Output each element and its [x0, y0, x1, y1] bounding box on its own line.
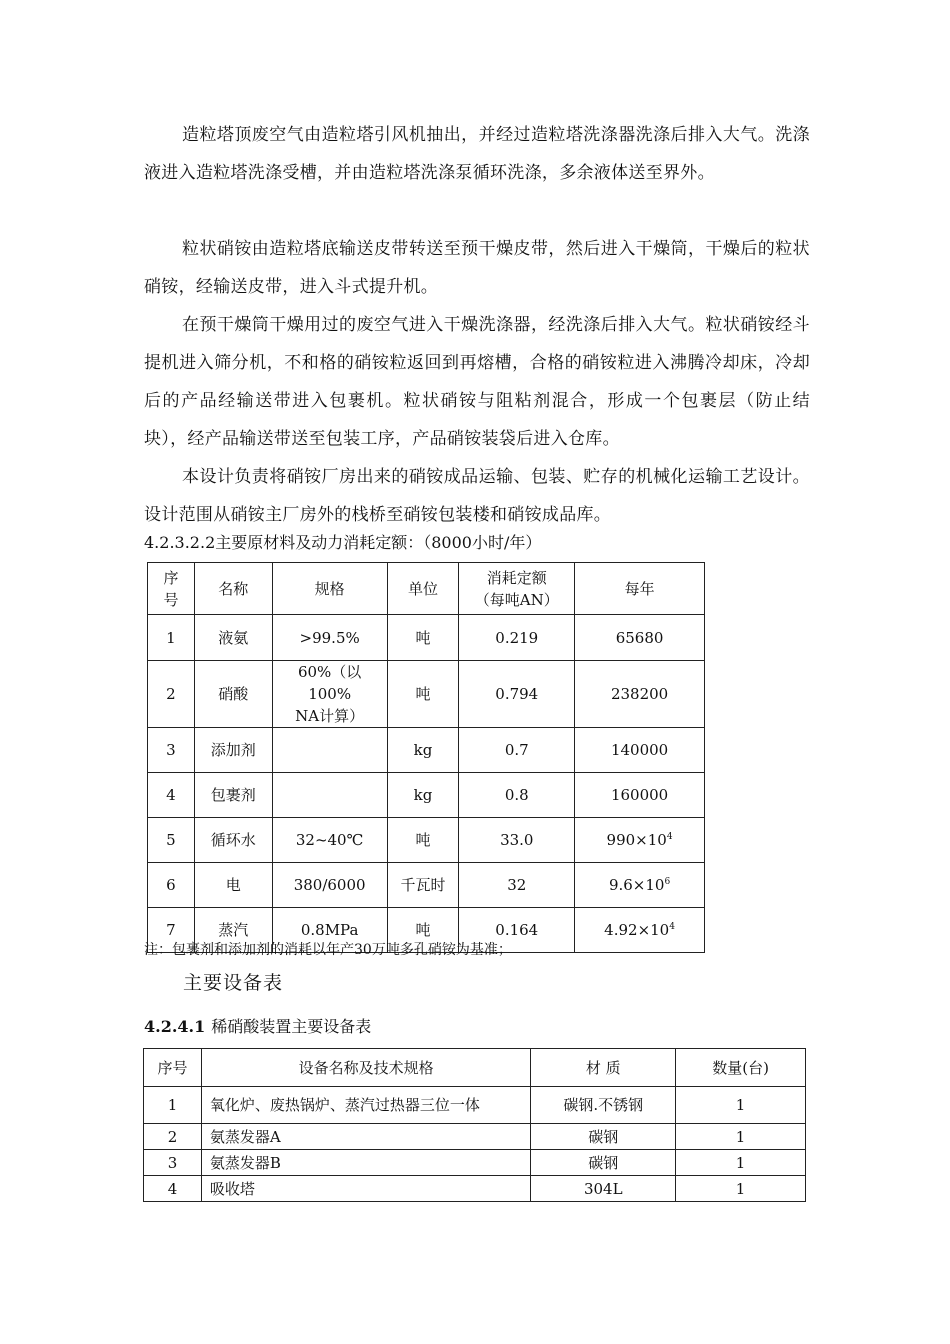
cell-name: 电: [194, 863, 272, 908]
cell-annual: $9.6\times 10^6$: [575, 863, 705, 908]
cell-seq: 4: [148, 773, 195, 818]
cell-qty: 1: [676, 1176, 806, 1202]
cell-spec: 380/6000: [272, 863, 387, 908]
table-row: [148, 818, 705, 863]
table-row: [148, 863, 705, 908]
cell-unit: 吨: [387, 615, 459, 661]
cell-quota: 0.164: [459, 908, 575, 953]
section-title: 主要设备表: [183, 972, 284, 994]
table1-note: 注：包裹剂和添加剂的消耗以年产30万吨多孔硝铵为基准；: [144, 942, 512, 958]
cell-material: 304L: [531, 1176, 676, 1202]
table-row: [148, 773, 705, 818]
cell-annual: $990\times 10^4$: [575, 818, 705, 863]
cell-seq: 6: [148, 863, 195, 908]
paragraph-design-scope: 本设计负责将硝铵厂房出来的硝铵成品运输、包装、贮存的机械化运输工艺设计。设计范围从硝铵主厂房外的栈桥至硝铵包装楼和硝铵成品库。: [144, 467, 810, 525]
cell-name: 蒸汽: [194, 908, 272, 953]
header-name: 名称: [194, 563, 272, 615]
cell-seq: 3: [144, 1150, 202, 1176]
cell-quota: 33.0: [459, 818, 575, 863]
header-spec: 规格: [272, 563, 387, 615]
cell-spec: 0.8MPa: [272, 908, 387, 953]
cell-spec: [272, 773, 387, 818]
cell-qty: 1: [676, 1087, 806, 1124]
equipment-table: [143, 1048, 806, 1202]
header-annual: 每年: [575, 563, 705, 615]
cell-seq: 3: [148, 728, 195, 773]
cell-annual: 238200: [575, 661, 705, 728]
cell-seq: 1: [148, 615, 195, 661]
table-row: [148, 661, 705, 728]
cell-name: 循环水: [194, 818, 272, 863]
cell-material: 碳钢: [531, 1124, 676, 1150]
cell-unit: 吨: [387, 661, 459, 728]
cell-qty: 1: [676, 1150, 806, 1176]
cell-seq: 2: [144, 1124, 202, 1150]
cell-seq: 4: [144, 1176, 202, 1202]
header-unit: 单位: [387, 563, 459, 615]
header-qty: 数量(台): [676, 1049, 806, 1087]
header-material: 材 质: [531, 1049, 676, 1087]
table-row: [148, 728, 705, 773]
table-row: [144, 1176, 806, 1202]
cell-annual: 140000: [575, 728, 705, 773]
table-row: [144, 1124, 806, 1150]
subsection-heading: [144, 1014, 371, 1040]
cell-seq: 7: [148, 908, 195, 953]
cell-spec: [272, 728, 387, 773]
table2-header-row: [144, 1049, 806, 1087]
cell-unit: kg: [387, 773, 459, 818]
cell-qty: 1: [676, 1124, 806, 1150]
cell-quota: 0.8: [459, 773, 575, 818]
header-seq: 序 号: [148, 563, 195, 615]
paragraph-granule-transport: 粒状硝铵由造粒塔底输送皮带转送至预干燥皮带，然后进入干燥筒，干燥后的粒状硝铵，经输送皮带，进入斗式提升机。: [144, 239, 810, 297]
cell-quota: 0.219: [459, 615, 575, 661]
cell-spec: 60%（以100% NA计算）: [272, 661, 387, 728]
header-quota: 消耗定额 （每吨AN）: [459, 563, 575, 615]
cell-material: 碳钢.不锈钢: [531, 1087, 676, 1124]
cell-equipment-name: 氧化炉、废热锅炉、蒸汽过热器三位一体: [201, 1087, 530, 1124]
cell-unit: kg: [387, 728, 459, 773]
cell-name: 包裹剂: [194, 773, 272, 818]
cell-equipment-name: 氨蒸发器A: [201, 1124, 530, 1150]
cell-annual: 160000: [575, 773, 705, 818]
cell-annual: 65680: [575, 615, 705, 661]
paragraph-tower-exhaust: 造粒塔顶废空气由造粒塔引风机抽出，并经过造粒塔洗涤器洗涤后排入大气。洗涤液进入造粒塔洗涤受槽，并由造粒塔洗涤泵循环洗涤，多余液体送至界外。: [144, 125, 810, 183]
cell-name: 硝酸: [194, 661, 272, 728]
cell-material: 碳钢: [531, 1150, 676, 1176]
cell-unit: 千瓦时: [387, 863, 459, 908]
cell-unit: 吨: [387, 908, 459, 953]
cell-spec: 32~40℃: [272, 818, 387, 863]
table-row: [148, 615, 705, 661]
consumption-table: [147, 562, 705, 953]
subsection-number: 4.2.4.1: [144, 1017, 206, 1036]
cell-spec: >99.5%: [272, 615, 387, 661]
cell-unit: 吨: [387, 818, 459, 863]
subsection-title: 稀硝酸装置主要设备表: [211, 1017, 372, 1036]
cell-name: 液氨: [194, 615, 272, 661]
cell-equipment-name: 吸收塔: [201, 1176, 530, 1202]
cell-quota: 0.794: [459, 661, 575, 728]
table-row: [144, 1150, 806, 1176]
table1-header-row: [148, 563, 705, 615]
cell-quota: 0.7: [459, 728, 575, 773]
header-seq: 序号: [144, 1049, 202, 1087]
table-row: [144, 1087, 806, 1124]
cell-seq: 1: [144, 1087, 202, 1124]
cell-equipment-name: 氨蒸发器B: [201, 1150, 530, 1176]
cell-annual: $4.92\times 10^4$: [575, 908, 705, 953]
header-equipment-name: 设备名称及技术规格: [201, 1049, 530, 1087]
cell-name: 添加剂: [194, 728, 272, 773]
cell-seq: 5: [148, 818, 195, 863]
cell-quota: 32: [459, 863, 575, 908]
paragraph-drying-screening: 在预干燥筒干燥用过的废空气进入干燥洗涤器，经洗涤后排入大气。粒状硝铵经斗提机进入筛分机，不和格的硝铵粒返回到再熔槽，合格的硝铵粒进入沸腾冷却床，冷却后的产品经输送带进入包裹机。粒状硝铵与阻粘剂混合，形成一个包裹层（防止结块），经产品输送带送至包装工序，产品硝铵装袋后进入仓库。: [144, 315, 810, 449]
cell-seq: 2: [148, 661, 195, 728]
table1-caption: 4.2.3.2.2主要原材料及动力消耗定额：（8000小时/年）: [144, 533, 542, 552]
